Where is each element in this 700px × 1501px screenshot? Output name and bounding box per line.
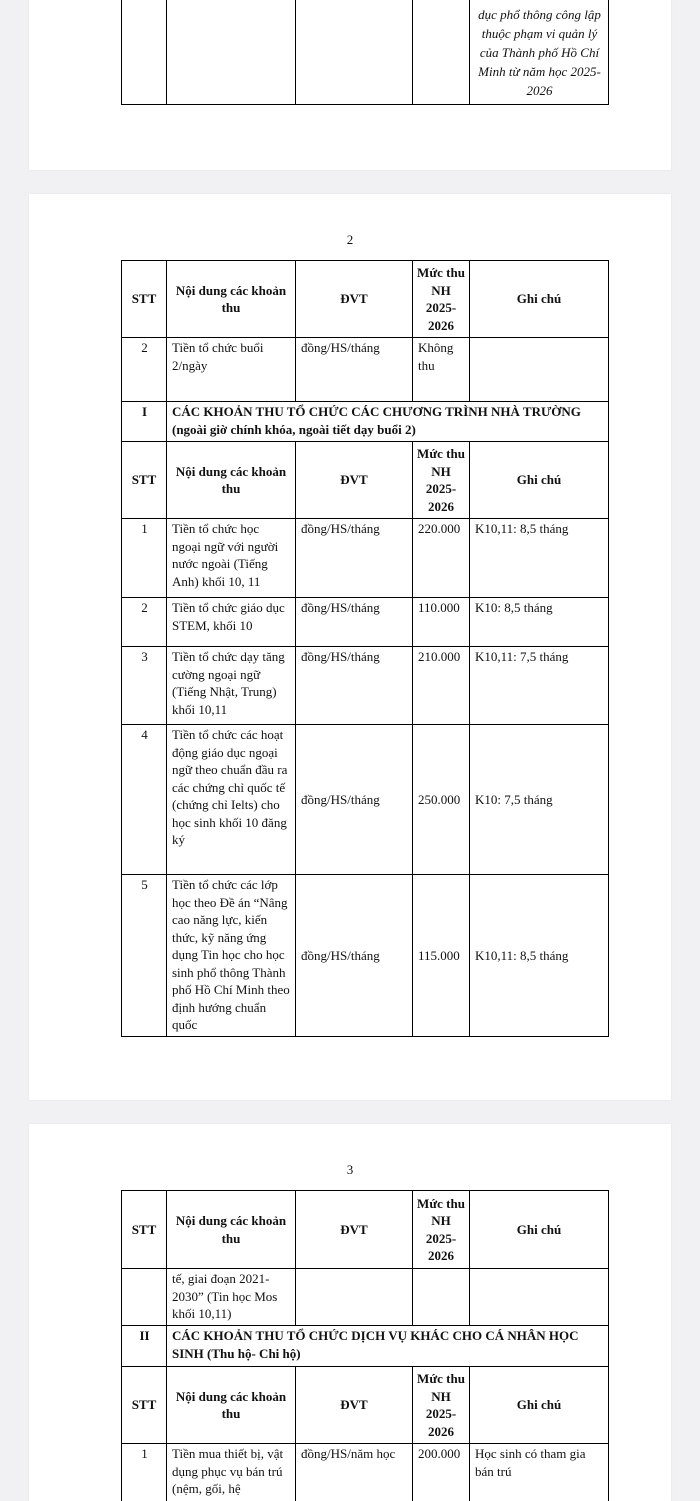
fee-cell: 110.000 — [413, 598, 470, 647]
content-cell: Tiền tổ chức giáo dục STEM, khối 10 — [167, 598, 296, 647]
table-row — [122, 519, 609, 598]
table-row — [122, 1269, 609, 1326]
note-cell: K10: 7,5 tháng — [470, 725, 609, 875]
stt-cell: 5 — [122, 875, 167, 1037]
note-cell: K10,11: 8,5 tháng — [470, 875, 609, 1037]
header-content: Nội dung các khoản thu — [167, 442, 296, 519]
fee-cell: 220.000 — [413, 519, 470, 598]
header-note: Ghi chú — [470, 442, 609, 519]
unit-cell: đồng/HS/tháng — [296, 338, 413, 402]
page-2 — [29, 194, 671, 1100]
fee-cell — [413, 0, 470, 105]
header-unit: ĐVT — [296, 442, 413, 519]
content-cell: tế, giai đoạn 2021-2030” (Tin học Mos khối 10,11) — [167, 1269, 296, 1326]
content-cell: Tiền tổ chức dạy tăng cường ngoại ngữ (Tiếng Nhật, Trung) khối 10,11 — [167, 647, 296, 725]
fee-cell: 250.000 — [413, 725, 470, 875]
header-content: Nội dung các khoản thu — [167, 261, 296, 338]
page-1 — [29, 0, 671, 170]
section-roman: II — [122, 1326, 167, 1367]
note-cell — [470, 0, 609, 105]
stt-cell — [122, 1269, 167, 1326]
note-cell: K10: 8,5 tháng — [470, 598, 609, 647]
note-text: dục phổ thông công lập thuộc phạm vi quản lý của Thành phố Hồ Chí Minh từ năm học 2025-2026 — [478, 7, 601, 98]
stt-cell — [122, 0, 167, 105]
header-fee: Mức thu NH 2025-2026 — [413, 442, 470, 519]
note-cell: K10,11: 7,5 tháng — [470, 647, 609, 725]
fee-cell: 200.000 — [413, 1444, 470, 1501]
stt-cell: 2 — [122, 338, 167, 402]
unit-cell: đồng/HS/tháng — [296, 875, 413, 1037]
fee-cell: 115.000 — [413, 875, 470, 1037]
section-roman: I — [122, 402, 167, 442]
header-note: Ghi chú — [470, 1191, 609, 1269]
content-cell: Tiền tổ chức các lớp học theo Đề án “Nâng cao năng lực, kiến thức, kỹ năng ứng dụng Tin học cho học sinh phổ thông Thành phố Hồ Chí Minh theo định hướng chuẩn quốc — [167, 875, 296, 1037]
page-number: 3 — [346, 1162, 354, 1177]
table-row — [122, 338, 609, 402]
header-content: Nội dung các khoản thu — [167, 1367, 296, 1444]
fee-table-page-2 — [121, 260, 609, 1037]
content-cell: Tiền tổ chức các hoạt động giáo dục ngoại ngữ theo chuẩn đầu ra các chứng chỉ quốc tế (chứng chỉ Ielts) cho học sinh khối 10 đăng ký — [167, 725, 296, 875]
table-row — [122, 598, 609, 647]
header-content: Nội dung các khoản thu — [167, 1191, 296, 1269]
note-cell: K10,11: 8,5 tháng — [470, 519, 609, 598]
unit-cell: đồng/HS/tháng — [296, 598, 413, 647]
stt-cell: 2 — [122, 598, 167, 647]
table-row — [122, 875, 609, 1037]
table-header-row — [122, 1191, 609, 1269]
header-fee: Mức thu NH 2025-2026 — [413, 1191, 470, 1269]
stt-cell: 1 — [122, 519, 167, 598]
fee-cell: 210.000 — [413, 647, 470, 725]
header-fee: Mức thu NH 2025-2026 — [413, 1367, 470, 1444]
fee-cell: Không thu — [413, 338, 470, 402]
table-row — [122, 725, 609, 875]
content-cell: Tiền tổ chức buổi 2/ngày — [167, 338, 296, 402]
content-cell: Tiền tổ chức học ngoại ngữ với người nước ngoài (Tiếng Anh) khối 10, 11 — [167, 519, 296, 598]
fee-cell — [413, 1269, 470, 1326]
page-number: 2 — [346, 232, 354, 247]
header-note: Ghi chú — [470, 261, 609, 338]
section-row — [122, 1326, 609, 1367]
stt-cell: 4 — [122, 725, 167, 875]
fee-table-page-1 — [121, 0, 609, 105]
header-stt: STT — [122, 261, 167, 338]
header-unit: ĐVT — [296, 261, 413, 338]
section-title: CÁC KHOẢN THU TỔ CHỨC CÁC CHƯƠNG TRÌNH NHÀ TRƯỜNG (ngoài giờ chính khóa, ngoài tiết dạy buổi 2) — [167, 402, 609, 442]
table-row — [122, 1444, 609, 1501]
table-header-row — [122, 442, 609, 519]
table-header-row — [122, 1367, 609, 1444]
page-3 — [29, 1124, 671, 1501]
section-row — [122, 402, 609, 442]
unit-cell — [296, 0, 413, 105]
unit-cell: đồng/HS/năm học — [296, 1444, 413, 1501]
unit-cell — [296, 1269, 413, 1326]
header-stt: STT — [122, 1367, 167, 1444]
header-fee: Mức thu NH 2025-2026 — [413, 261, 470, 338]
fee-table-page-3 — [121, 1190, 609, 1501]
note-cell: Học sinh có tham gia bán trú — [470, 1444, 609, 1501]
unit-cell: đồng/HS/tháng — [296, 725, 413, 875]
table-row — [122, 647, 609, 725]
note-cell — [470, 338, 609, 402]
header-unit: ĐVT — [296, 1191, 413, 1269]
content-cell: Tiền mua thiết bị, vật dụng phục vụ bán trú (nệm, gối, hệ — [167, 1444, 296, 1501]
content-cell — [167, 0, 296, 105]
section-title: CÁC KHOẢN THU TỔ CHỨC DỊCH VỤ KHÁC CHO CÁ NHÂN HỌC SINH (Thu hộ- Chi hộ) — [167, 1326, 609, 1367]
note-cell — [470, 1269, 609, 1326]
unit-cell: đồng/HS/tháng — [296, 647, 413, 725]
unit-cell: đồng/HS/tháng — [296, 519, 413, 598]
table-row — [122, 0, 609, 105]
stt-cell: 3 — [122, 647, 167, 725]
header-note: Ghi chú — [470, 1367, 609, 1444]
header-stt: STT — [122, 1191, 167, 1269]
table-header-row — [122, 261, 609, 338]
stt-cell: 1 — [122, 1444, 167, 1501]
header-stt: STT — [122, 442, 167, 519]
header-unit: ĐVT — [296, 1367, 413, 1444]
